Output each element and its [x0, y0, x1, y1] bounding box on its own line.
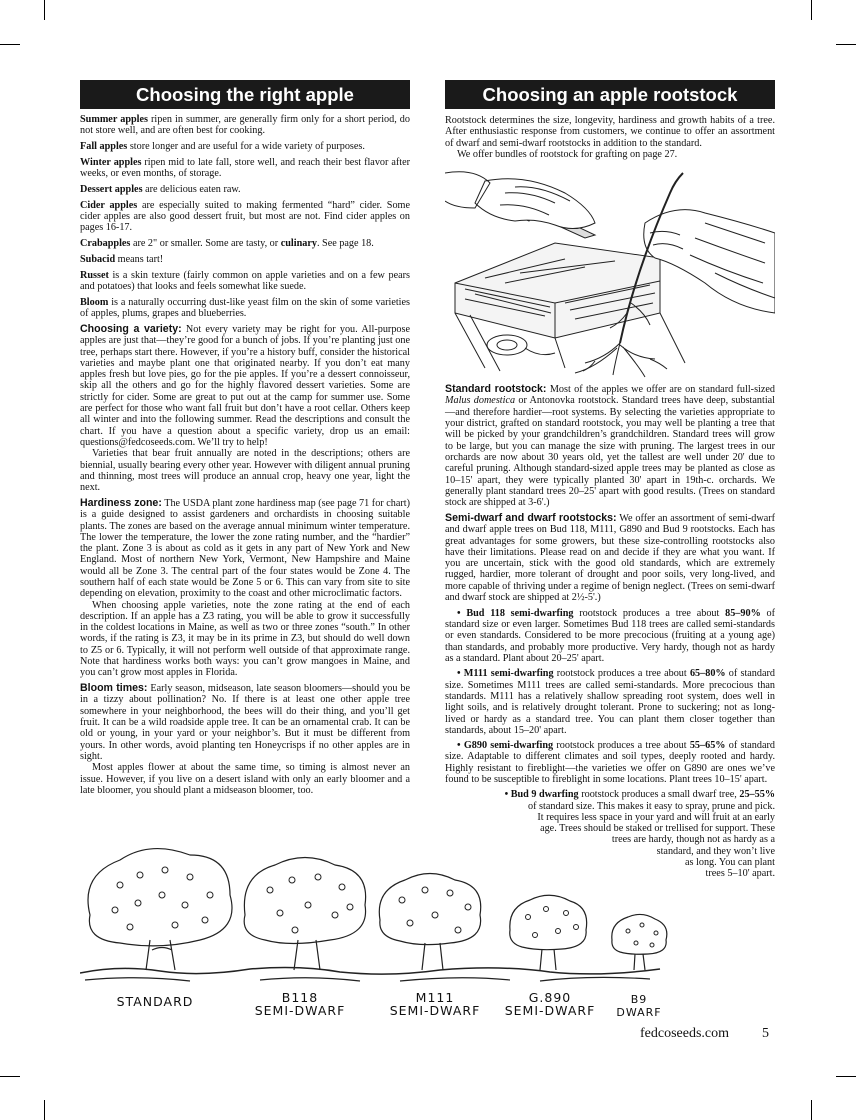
bud9-line: as long. You can plant [685, 857, 775, 869]
tree-label-standard: STANDARD [116, 994, 194, 1009]
bullet-bud118: • Bud 118 semi-dwarfing rootstock produces a tree about 85–90% of standard size or even larger. Sometimes Bud 118 trees are called semi-standards or even standards. Considered to be more precocious (fruiting at a young age) than standards, and probably more productive. Very hardy, though not as hardy as a standard. Plant about 20–25' apart. [445, 607, 775, 665]
right-section-title: Choosing an apple rootstock [445, 80, 775, 109]
semi-dwarf-rootstocks: Semi-dwarf and dwarf rootstocks: We offer an assortment of semi-dwarf and dwarf apple trees on Bud 118, M111, G890 and Bud 9 rootstocks. Each has great advantages for some growers, but these size-controlling rootstocks also have their limitations. Please read on and decide if they are what you want. If you are uncertain, stick with the good old standards, which are extremely rugged, hardier, more tolerant of drought and poor soils, very long-lived, and more capable of thriving under a regime of benign neglect. (Trees on semi-dwarf and dwarf stock are shipped at 2½-5'.) [445, 511, 775, 604]
tree-size-comparison [80, 835, 680, 1025]
choosing-variety: Choosing a variety: Not every variety may be right for you. All-purpose apples are just that—they’re good for a bunch of jobs. If you’re planting just one tree, perhaps start there. However, if you’re a history buff, consider the historical varieties and maybe plant one that originated nearby. If you don’t eat many apples fresh but love pies, go for the pie apples. If you’re a dessert connoisseur, skip all the others and go for the highly flavored dessert varieties. Some are strictly for cider. Some are great to put out at the camp for summer use. Some are perfect for those who want fall fruit but don’t have a root cellar. Others keep all winter and into the following summer. Read the descriptions and consult the chart. If you have a question about a specific variety, drop us an email: questions@fedcoseeds.com. We’ll try to help! [80, 322, 410, 448]
left-column [80, 80, 410, 801]
term-dessert: Dessert apples are delicious eaten raw. [80, 183, 241, 195]
term-russet: Russet is a skin texture (fairly common on apple varieties and on a few pears and potatoes) that looks and feels somewhat like suede. [80, 269, 410, 293]
choosing-variety-2: Varieties that bear fruit annually are noted in the descriptions; others are biennial, usually bearing every other year. However with diligent annual pruning and thinning, most trees will produce an annual crop, heavy one year, light the next. [80, 448, 410, 494]
bud9-line: trees are hardy, though not as hardy as a [611, 834, 775, 846]
page-number: 5 [762, 1026, 769, 1041]
term-fall: Fall apples store longer and are useful for a wide variety of purposes. [80, 141, 365, 153]
right-column [445, 80, 775, 880]
tree-label-b118: B118 SEMI-DWARF [254, 990, 346, 1018]
standard-rootstock: Standard rootstock: Most of the apples we offer are on standard full-sized Malus domestica or Antonovka rootstock. Standard trees have deep, substantial—and therefore hardier—root systems. By selecting the varieties appropriate to your district, grafted on standard rootstock, you may well be planting a tree that will be picked by your grandchildren’s grandchildren. Standard trees will grow to be large, but you can manage the size with pruning. The largest trees in our orchards are now about 30 years old, yet the tallest are well under 20' due to careful pruning. Although standard-sized apple trees may be planted as close as 10–15' apart, they were typically planted 30' apart in 19th-c. orchards. We generally plant standard trees 20–25' apart with good results. (Trees on standard stock are shipped at 3-6'.) [445, 383, 776, 509]
term-crabapples: Crabapples are 2" or smaller. Some are tasty, or culinary. See page 18. [80, 238, 374, 250]
grafting-drawing [445, 163, 775, 378]
hardiness-zone: Hardiness zone: The USDA plant zone hardiness map (see page 71 for chart) is a guide designed to assist gardeners and orchardists in choosing suitable plants. The zones are based on the average annual minimum winter temperature. The lower the temperature, the lower the zone rating number, and the “hardier” the plant. Zone 3 is about as cold as it gets in any part of New York and New England. Most of northern New York, Vermont, New Hampshire and Maine would all be Zone 3. The central part of the four states would be Zone 4. The southern half of each state would be Zone 5 or 6. This can vary from site to site depending on elevation, proximity to the coast and other microclimatic factors. [80, 496, 411, 600]
hardiness-zone-2: When choosing apple varieties, note the zone rating at the end of each description. If an apple has a Z3 rating, you will be able to grow it successfully in the coldest locations in Maine, as well as two or three zones “south.” In other words, if the rating is Z3, it may be in its prime in Z3, but should do well down to Z5 or 6. Typically, it will not perform well outside of that approximate range. Note that hardiness works both ways: you can’t grow mangoes in Maine, and you can’t grow most apples in Florida. [80, 599, 410, 679]
bloom-times-2: Most apples flower at about the same time, so timing is almost never an issue. However, if you live on a desert island with only an early bloomer and a late bloomer, you should plant a midseason bloomer, too. [80, 762, 410, 796]
bud9-line: standard, and they won’t live [656, 845, 775, 857]
grafting-illustration [445, 163, 775, 378]
tree-label-g890: G.890 SEMI-DWARF [504, 990, 596, 1018]
rootstock-details [445, 384, 775, 879]
bud9-line: It requires less space in your yard and will fruit at an early [537, 811, 775, 823]
tree-label-b9: B9 DWARF [616, 993, 662, 1019]
left-section-title: Choosing the right apple [80, 80, 410, 109]
bullet-bud9: • Bud 9 dwarfing rootstock produces a small dwarf tree, 25–55% [504, 789, 775, 801]
bloom-times: Bloom times: Early season, midseason, late season bloomers—should you be in a tizzy about pollination? No. If there is at least one other apple tree somewhere in your neighborhood, the bees will do their thing, and you’ll get fruit. It can be a wild roadside apple tree. It can be an ornamental crab. It can be old or young, in your yard or your neighbor’s. But it must be different from yours. In other words, avoid planting ten Honeycrisps if no other apples are in sight. [80, 682, 410, 762]
bud9-line: age. Trees should be staked or trellised for support. These [540, 823, 775, 835]
bud9-line: of standard size. This makes it easy to spray, prune and pick. [528, 800, 775, 812]
tree-drawing [80, 835, 680, 995]
term-summer: Summer apples ripen in summer, are generally firm only for a short period, do not store well, and are often best for cooking. [80, 114, 410, 137]
bud9-line: trees 5–10' apart. [705, 868, 775, 880]
term-cider: Cider apples are especially suited to making fermented “hard” cider. Some cider apples are also good dessert fruit, but most are not. Find cider apples on pages 16-17. [80, 199, 410, 234]
bullet-m111: • M111 semi-dwarfing rootstock produces a tree about 65–80% of standard size. Sometimes M111 trees are called semi-standards. More precocious than standards. M111 has a relatively shallow spreading root system, does well in light soils, and is relatively drought tolerant. Prone to suckering; not as long-lived or hardy as a standard tree. You can plant them closer together than standards, about 15–20' apart. [445, 668, 776, 736]
rootstock-intro [445, 115, 775, 160]
term-bloom: Bloom is a naturally occurring dust-like yeast film on the skin of some varieties of apples, plums, grapes and blueberries. [80, 296, 410, 320]
apple-terms [80, 114, 410, 796]
footer-website: fedcoseeds.com [640, 1026, 730, 1041]
intro-paragraph: Rootstock determines the size, longevity, hardiness and growth habits of a tree. After enthusiastic response from customers, we continue to offer an assortment of dwarf and semi-dwarf rootstocks in addition to the standard. [445, 115, 775, 149]
bullet-g890: • G890 semi-dwarfing rootstock produces a tree about 55–65% of standard size. Adaptable to different climates and soil types, deeply rooted and hardy. Highly resistant to fireblight—the varieties we offer on G890 are ones we’ve found to be susceptible to fireblight in some locations. Plant trees 10–15' apart. [445, 740, 775, 785]
tree-label-m111: M111 SEMI-DWARF [389, 990, 481, 1018]
intro-paragraph-2: We offer bundles of rootstock for grafting on page 27. [457, 148, 678, 160]
term-winter: Winter apples ripen mid to late fall, store well, and reach their best flavor after weeks, or even months, of storage. [80, 156, 411, 180]
term-subacid: Subacid means tart! [80, 253, 164, 265]
